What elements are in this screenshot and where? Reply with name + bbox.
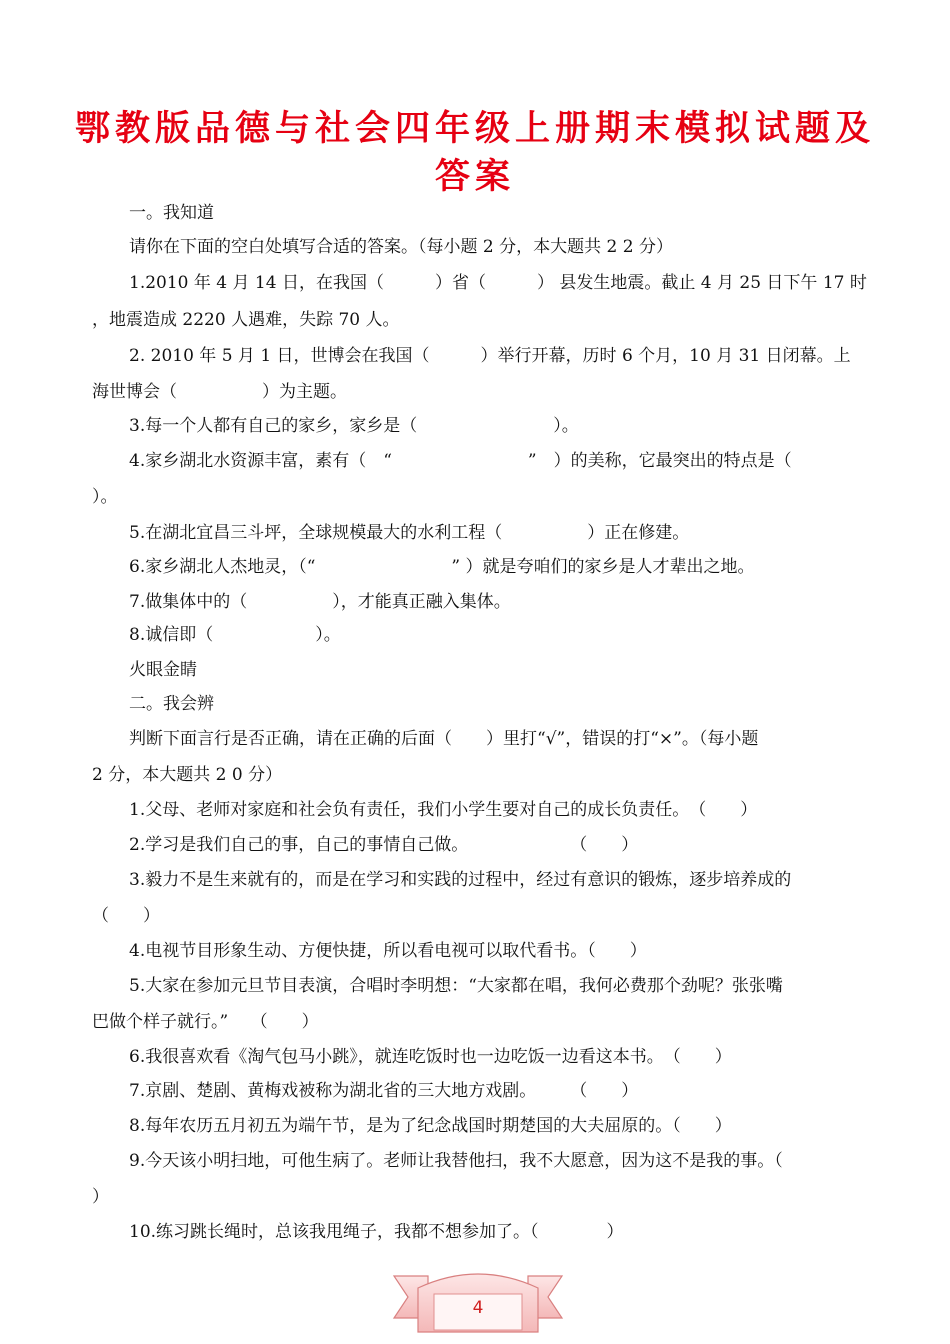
section-2-instruction-line-2: 2 分，本大题共 2 0 分）: [92, 765, 283, 785]
page-number: 4: [472, 1298, 484, 1318]
title-line-1: 鄂教版品德与社会四年级上册期末模拟试题及: [74, 109, 875, 149]
question-2-9-line-2: ）: [92, 1187, 109, 1207]
question-2-3-line-2: （ ）: [92, 906, 160, 926]
question-1-7: 7.做集体中的（ ），才能真正融入集体。: [129, 592, 511, 612]
title-line-2: 答案: [434, 157, 515, 197]
question-2-10: 10.练习跳长绳时，总该我甩绳子，我都不想参加了。（ ）: [129, 1222, 624, 1242]
section-2-subtitle: 火眼金睛: [129, 660, 197, 680]
question-2-9-line-1: 9.今天该小明扫地，可他生病了。老师让我替他扫，我不大愿意，因为这不是我的事。（: [129, 1151, 783, 1171]
question-2-1: 1.父母、老师对家庭和社会负有责任，我们小学生要对自己的成长负责任。 （ ）: [129, 800, 758, 820]
question-1-1-line-2: ，地震造成 2220 人遇难，失踪 70 人。: [92, 310, 400, 330]
question-1-4-line-1: 4.家乡湖北水资源丰富，素有（ “ ” ）的美称，它最突出的特点是（: [129, 451, 792, 471]
question-1-5: 5.在湖北宜昌三斗坪，全球规模最大的水利工程（ ）正在修建。: [129, 523, 690, 543]
section-1-heading: 一。我知道: [129, 203, 214, 223]
question-2-7: 7.京剧、楚剧、黄梅戏被称为湖北省的三大地方戏剧。 （ ）: [129, 1081, 639, 1101]
question-1-2-line-2: 海世博会（ ）为主题。: [92, 382, 347, 402]
section-1-instruction: 请你在下面的空白处填写合适的答案。（每小题 2 分，本大题共 2 2 分）: [129, 237, 673, 257]
question-1-4-line-2: ）。: [92, 487, 118, 507]
question-2-3-line-1: 3.毅力不是生来就有的，而是在学习和实践的过程中，经过有意识的锻炼，逐步培养成的: [129, 870, 792, 890]
section-2-instruction-line-1: 判断下面言行是否正确，请在正确的后面（ ）里打“√”，错误的打“×”。（每小题: [129, 729, 759, 749]
question-2-4: 4.电视节目形象生动、方便快捷，所以看电视可以取代看书。（ ）: [129, 941, 647, 961]
question-1-3: 3.每一个人都有自己的家乡，家乡是（ ）。: [129, 416, 579, 436]
question-2-5-line-1: 5.大家在参加元旦节目表演，合唱时李明想：“大家都在唱，我何必费那个劲呢？张张嘴: [129, 976, 783, 996]
question-1-6: 6.家乡湖北人杰地灵，（“ ” ）就是夸咱们的家乡是人才辈出之地。: [129, 557, 755, 577]
question-2-8: 8.每年农历五月初五为端午节，是为了纪念战国时期楚国的大夫屈原的。（ ）: [129, 1116, 732, 1136]
question-2-5-line-2: 巴做个样子就行。” （ ）: [92, 1012, 319, 1032]
ribbon-banner-icon: [388, 1258, 568, 1336]
question-1-8: 8.诚信即（ ）。: [129, 625, 341, 645]
page-number-ribbon: [388, 1258, 568, 1336]
question-1-1-line-1: 1.2010 年 4 月 14 日，在我国（ ）省（ ） 县发生地震。截止 4 月 25 日下午 17 时: [129, 273, 867, 293]
question-2-6: 6.我很喜欢看《淘气包马小跳》，就连吃饭时也一边吃饭一边看这本书。 （ ）: [129, 1047, 732, 1067]
question-1-2-line-1: 2. 2010 年 5 月 1 日，世博会在我国（ ）举行开幕，历时 6 个月，10 月 31 日闭幕。上: [129, 346, 851, 366]
question-2-2: 2.学习是我们自己的事，自己的事情自己做。 （ ）: [129, 835, 639, 855]
section-2-heading: 二。我会辨: [129, 694, 214, 714]
